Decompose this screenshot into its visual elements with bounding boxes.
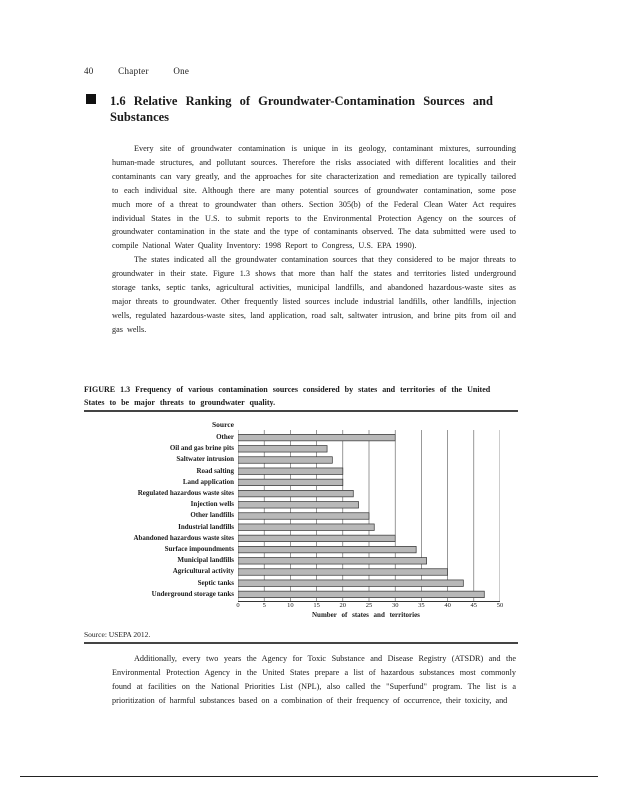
x-tick-label: 0: [236, 602, 240, 609]
figure-bottom-rule: [84, 642, 518, 644]
category-label: Injection wells: [190, 500, 234, 509]
category-label: Underground storage tanks: [151, 589, 234, 598]
category-label: Road salting: [196, 466, 234, 475]
bar: [238, 591, 484, 598]
category-label: Oil and gas brine pits: [169, 444, 234, 453]
body-text-1: [112, 142, 516, 337]
bar: [238, 546, 416, 553]
category-label: Regulated hazardous waste sites: [137, 489, 234, 497]
bar: [238, 513, 369, 520]
running-head: [84, 66, 211, 76]
page-number: 40: [84, 66, 94, 76]
bar: [238, 502, 359, 509]
bar: [238, 524, 374, 531]
paragraph: Every site of groundwater contamination is unique in its geology, contaminant mixtures, surrounding human-made structures, and pollutant sources. Therefore the risks associated with different localities and their contaminants can vary greatly, and the approaches for site characterization and remediation are typically tailored to each individual site. Although there are many potential sources of groundwater contamination, some pose much more of a threat to groundwater than others. Section 305(b) of the Federal Clean Water Act requires individual States in the U.S. to submit reports to the Environmental Protection Agency on the sources of groundwater contamination in the state and the type of contaminants observed. The data submitted were used to compile National Water Quality Inventory: 1998 Report to Congress, U.S. EPA 1990).: [112, 144, 516, 251]
category-label: Surface impoundments: [164, 545, 234, 553]
chapter-label: Chapter: [118, 66, 149, 76]
bar: [238, 468, 343, 475]
figure-top-rule: [84, 410, 518, 412]
x-tick-label: 15: [313, 602, 320, 609]
paragraph: Additionally, every two years the Agency for Toxic Substance and Disease Registry (ATSDR) and the Environmental Protection Agency in the United States prepare a list of hazardous substances most commonly found at facilities on the National Priorities List (NPL), also called the "Superfund" program. The list is a prioritization of harmful substances based on a combination of their frequency of occurrence, their toxicity, and: [112, 654, 516, 705]
x-tick-label: 45: [470, 602, 478, 609]
category-label: Abandoned hazardous waste sites: [133, 533, 234, 542]
x-tick-label: 10: [287, 602, 294, 609]
section-number: 1.6: [110, 94, 126, 108]
page-bottom-rule: [20, 776, 598, 777]
section-title: Relative Ranking of Groundwater-Contamination Sources and Substances: [110, 94, 493, 124]
category-label: Industrial landfills: [178, 522, 234, 531]
bar: [238, 490, 353, 497]
body-text-2: [112, 652, 516, 708]
chart-x-title: Number of states and territories: [312, 611, 420, 619]
figure-source-note: Source: USEPA 2012.: [84, 630, 151, 639]
bar: [238, 457, 332, 464]
x-tick-label: 35: [418, 602, 425, 609]
bar: [238, 580, 463, 587]
x-tick-label: 20: [339, 602, 347, 609]
figure-caption: FIGURE 1.3 Frequency of various contamination sources considered by states and territories of the United States to be major threats to groundwater quality.: [84, 385, 491, 407]
category-label: Saltwater intrusion: [176, 455, 234, 464]
bar: [238, 535, 395, 542]
bar: [238, 434, 395, 441]
chapter-number: One: [173, 66, 190, 76]
paragraph: The states indicated all the groundwater contamination sources that they considered to be major threats to groundwater in their state. Figure 1.3 shows that more than half the states and territories listed underground storage tanks, septic tanks, agricultural activities, municipal landfills, and abandoned hazardous-waste sites as major threats to groundwater. Other frequently listed sources include industrial landfills, other landfills, injection wells, regulated hazardous-waste sites, land application, road salt, saltwater intrusion, and brine pits from oil and gas wells.: [112, 255, 516, 334]
section-heading: [110, 93, 510, 125]
x-tick-label: 40: [444, 602, 451, 609]
category-label: Other: [216, 433, 234, 441]
category-label: Land application: [182, 477, 234, 486]
x-tick-label: 25: [365, 602, 373, 609]
category-label: Other landfills: [190, 511, 234, 520]
bar-chart: [238, 430, 500, 602]
section-bullet-square: [86, 94, 96, 104]
category-label: Municipal landfills: [177, 556, 234, 565]
bar: [238, 569, 448, 576]
category-label: Agricultural activity: [172, 567, 234, 576]
x-tick-label: 50: [496, 602, 504, 609]
bar: [238, 558, 427, 565]
x-tick-label: 5: [262, 602, 266, 609]
category-label: Septic tanks: [197, 578, 234, 587]
bar: [238, 446, 327, 453]
chart-y-title: Source: [212, 420, 234, 429]
bar: [238, 479, 343, 486]
x-tick-label: 30: [391, 602, 399, 609]
